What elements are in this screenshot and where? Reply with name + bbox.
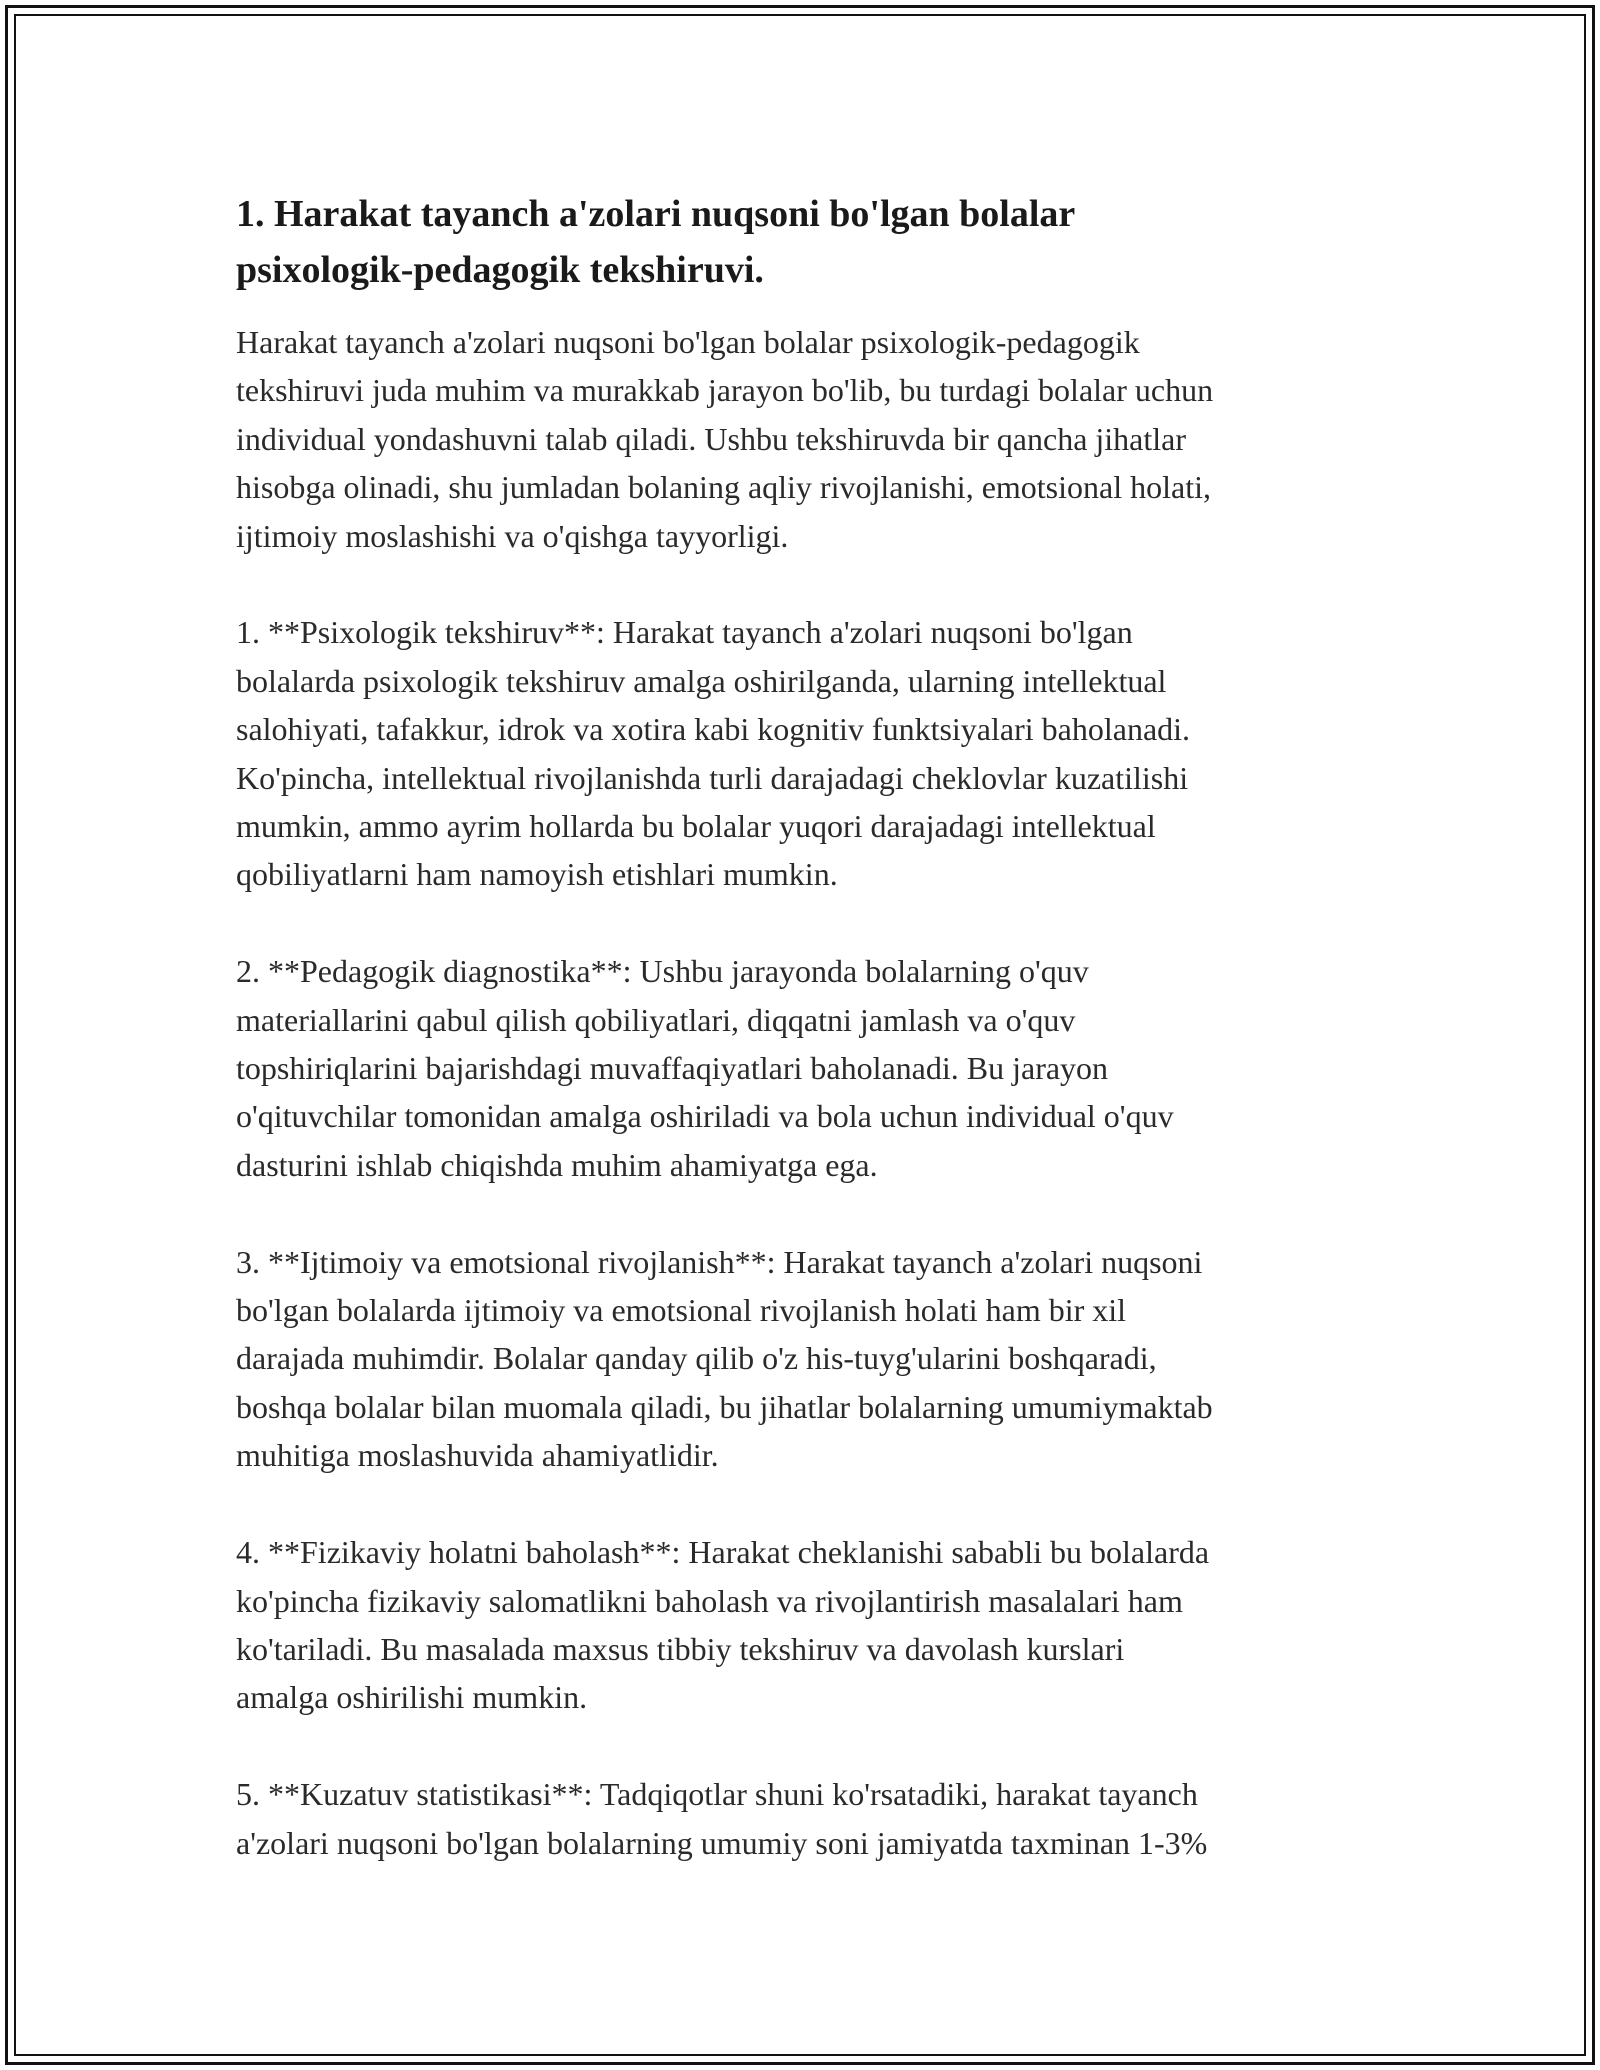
text-line: dasturini ishlab chiqishda muhim ahamiyatga ega. xyxy=(236,1146,878,1183)
title-line: 1. Harakat tayanch a'zolari nuqsoni bo'lgan bolalar xyxy=(236,193,1076,235)
document-body xyxy=(236,186,1366,1867)
title-line: psixologik-pedagogik tekshiruvi. xyxy=(236,249,764,291)
text-line: tekshiruvi juda muhim va murakkab jarayon bo'lib, bu turdagi bolalar uchun xyxy=(236,372,1214,409)
text-line: muhitiga moslashuvida ahamiyatlidir. xyxy=(236,1437,719,1474)
document-title xyxy=(236,186,1366,298)
text-line: amalga oshirilishi mumkin. xyxy=(236,1679,588,1716)
text-line: 5. **Kuzatuv statistikasi**: Tadqiqotlar shuni ko'rsatadiki, harakat tayanch xyxy=(236,1776,1198,1813)
paragraph-pedagogical-diagnostics xyxy=(236,947,1366,1189)
text-line: ko'pincha fizikaviy salomatlikni baholash va rivojlantirish masalalari ham xyxy=(236,1582,1183,1619)
text-line: Harakat tayanch a'zolari nuqsoni bo'lgan bolalar psixologik-pedagogik xyxy=(236,324,1140,360)
text-line: 3. **Ijtimoiy va emotsional rivojlanish**: Harakat tayanch a'zolari nuqsoni xyxy=(236,1243,1203,1280)
text-line: Ko'pincha, intellektual rivojlanishda turli darajadagi cheklovlar kuzatilishi xyxy=(236,759,1189,796)
paragraph-social-emotional xyxy=(236,1238,1366,1480)
text-line: darajada muhimdir. Bolalar qanday qilib o'z his-tuyg'ularini boshqaradi, xyxy=(236,1340,1157,1377)
paragraph-psychological-exam xyxy=(236,608,1366,898)
text-line: salohiyati, tafakkur, idrok va xotira kabi kognitiv funktsiyalari baholanadi. xyxy=(236,711,1191,748)
text-line: 4. **Fizikaviy holatni baholash**: Harakat cheklanishi sababli bu bolalarda xyxy=(236,1534,1210,1571)
text-line: materiallarini qabul qilish qobiliyatlari, diqqatni jamlash va o'quv xyxy=(236,1001,1076,1038)
text-line: o'qituvchilar tomonidan amalga oshiriladi va bola uchun individual o'quv xyxy=(236,1098,1174,1135)
text-line: hisobga olinadi, shu jumladan bolaning aqliy rivojlanishi, emotsional holati, xyxy=(236,469,1211,506)
paragraph-observation-statistics xyxy=(236,1770,1366,1867)
text-line: bolalarda psixologik tekshiruv amalga oshirilganda, ularning intellektual xyxy=(236,662,1167,699)
paragraph-physical-assessment xyxy=(236,1528,1366,1722)
text-line: bo'lgan bolalarda ijtimoiy va emotsional rivojlanish holati ham bir xil xyxy=(236,1292,1127,1329)
text-line: ijtimoiy moslashishi va o'qishga tayyorligi. xyxy=(236,517,789,554)
text-line: topshiriqlarini bajarishdagi muvaffaqiyatlari baholanadi. Bu jarayon xyxy=(236,1050,1109,1087)
text-line: 2. **Pedagogik diagnostika**: Ushbu jarayonda bolalarning o'quv xyxy=(236,953,1089,990)
text-line: mumkin, ammo ayrim hollarda bu bolalar yuqori darajadagi intellektual xyxy=(236,808,1156,845)
text-line: 1. **Psixologik tekshiruv**: Harakat tayanch a'zolari nuqsoni bo'lgan xyxy=(236,614,1133,651)
text-line: qobiliyatlarni ham namoyish etishlari mumkin. xyxy=(236,856,838,893)
text-line: a'zolari nuqsoni bo'lgan bolalarning umumiy soni jamiyatda taxminan 1-3% xyxy=(236,1824,1208,1861)
text-line: ko'tariladi. Bu masalada maxsus tibbiy tekshiruv va davolash kurslari xyxy=(236,1630,1125,1667)
text-line: individual yondashuvni talab qiladi. Ushbu tekshiruvda bir qancha jihatlar xyxy=(236,420,1187,457)
text-line: boshqa bolalar bilan muomala qiladi, bu jihatlar bolalarning umumiymaktab xyxy=(236,1388,1213,1425)
intro-paragraph xyxy=(236,318,1366,560)
